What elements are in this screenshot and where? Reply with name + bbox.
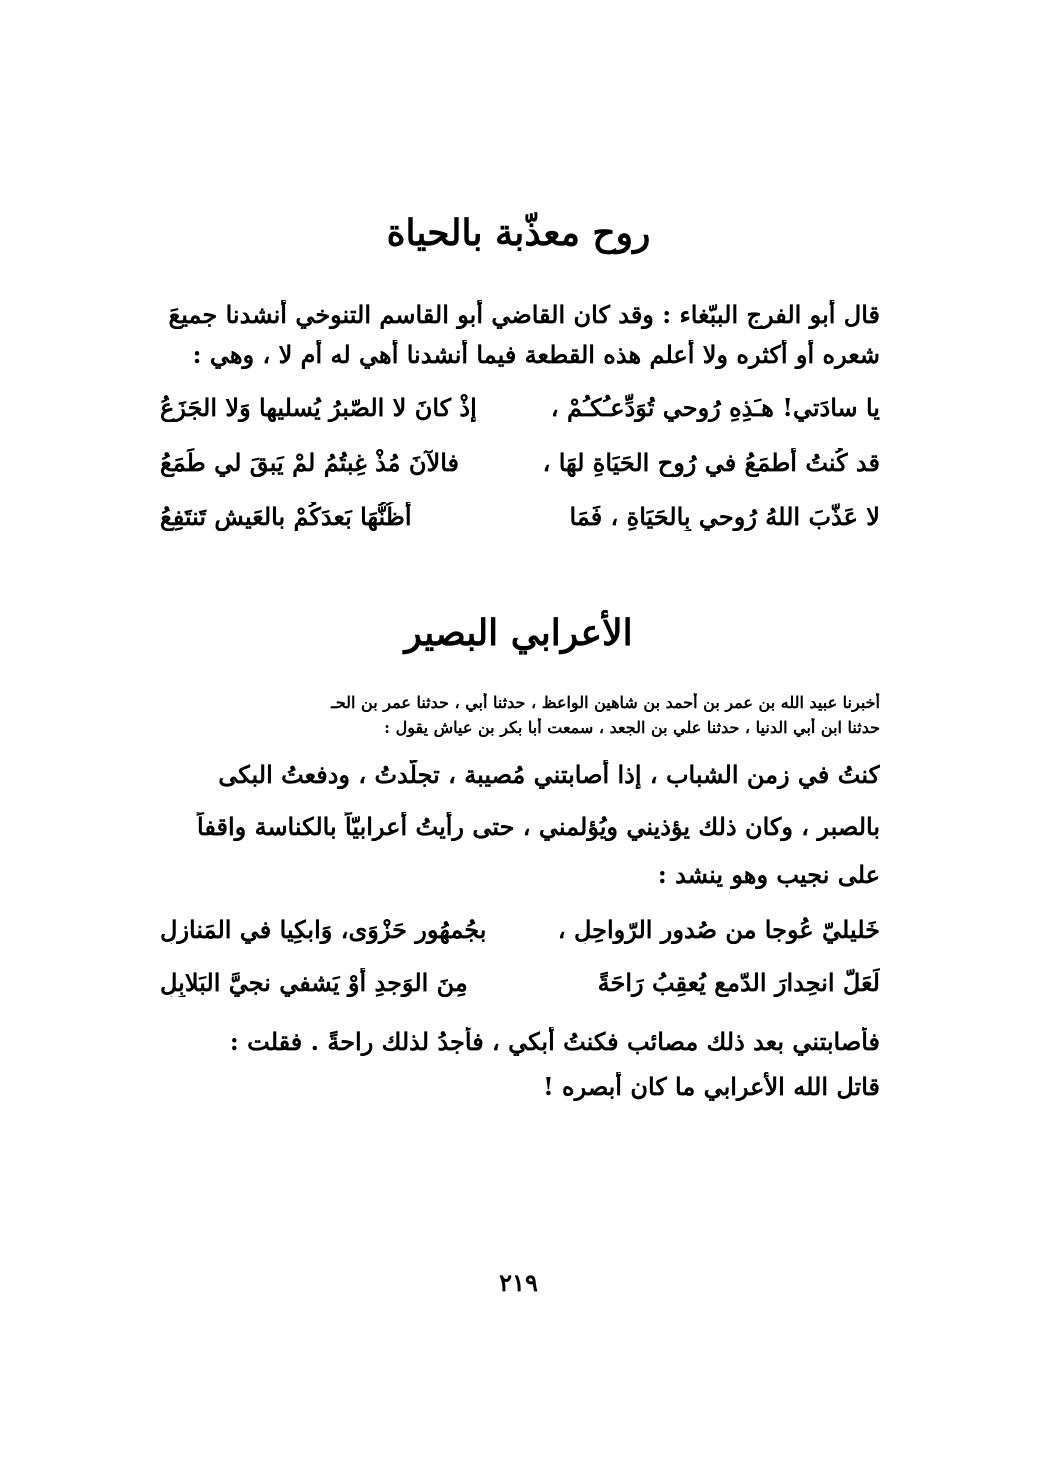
isnad-line-2: حدثنا ابن أبي الدنيا ، حدثنا علي بن الجعد ، سمعت أبا بكر بن عياش يقول : bbox=[384, 718, 880, 737]
verse-1-2 bbox=[160, 448, 880, 488]
isnad-line-1: أخبرنا عبيد الله بن عمر بن أحمد بن شاهين الواعظ ، حدثنا أبي ، حدثنا عمر بن الحـ bbox=[331, 693, 880, 712]
verse-hemistich-second: أظُنُّهَا بَعدَكُمْ بالعَيشِ تَنتَفِعُ bbox=[160, 502, 412, 531]
verse-hemistich-first: لَعَلّ انحِدارَ الدّمعِ يُعقِبُ رَاحَةً bbox=[597, 968, 880, 997]
verse-hemistich-second: فالآنَ مُذْ غِبتُمُ لمْ يَبقَ لي طَمَعُ bbox=[160, 448, 459, 477]
prose-line-3: على نجيب وهو ينشد : bbox=[657, 860, 880, 889]
intro-line-1: قال أبو الفرج الببّغاء : وقد كان القاضي أبو القاسم التنوخي أنشدنا جميعَ bbox=[168, 300, 880, 329]
section-title-2: الأعرابي البصير bbox=[404, 612, 633, 654]
verse-2-2 bbox=[160, 968, 880, 1008]
section-title-1: روح معذّبة بالحياة bbox=[386, 212, 651, 254]
closing-line-2: قاتل الله الأعرابي ما كان أبصره ! bbox=[543, 1072, 880, 1101]
verse-1-3 bbox=[160, 502, 880, 542]
verse-hemistich-first: خَليليّ عُوجا من صُدورِ الرّواحِلِ ، bbox=[557, 915, 880, 944]
verse-2-1 bbox=[160, 915, 880, 955]
verse-hemistich-second: إذْ كانَ لا الصّبرُ يُسليها وَلا الجَزَعُ bbox=[160, 393, 477, 422]
prose-line-1: كنتُ في زمن الشباب ، إذا أصابتني مُصيبة ، تجلّدتُ ، ودفعتُ البكى bbox=[218, 760, 880, 789]
verse-hemistich-second: مِنَ الوَجدِ أوْ يَشفي نجيَّ البَلابِلِ bbox=[160, 968, 468, 997]
verse-1-1 bbox=[160, 393, 880, 433]
verse-hemistich-first: يا سادَتي! هـَذِهِ رُوحي تُوَدِّعـُكـُمْ ، bbox=[550, 393, 880, 422]
page-number: ٢١٩ bbox=[499, 1268, 538, 1297]
closing-line-1: فأصابتني بعد ذلك مصائب فكنتُ أبكي ، فأجدُ لذلك راحةً . فقلت : bbox=[229, 1027, 880, 1056]
prose-line-2: بالصبر ، وكان ذلك يؤذيني ويُؤلمني ، حتى رأيتُ أعرابيّاً بالكناسة واقفاً bbox=[197, 812, 880, 841]
intro-line-2: شعره أو أكثره ولا أعلم هذه القطعة فيما أنشدنا أهي له أم لا ، وهي : bbox=[192, 340, 880, 369]
verse-hemistich-second: بجُمهُورِ حَزْوَى، وَابكِيا في المَنازِلِ bbox=[160, 915, 487, 944]
verse-hemistich-first: لا عَذّبَ اللهُ رُوحي بِالحَيَاةِ ، فَمَا bbox=[569, 502, 880, 531]
verse-hemistich-first: قد كُنتُ أطمَعُ في رُوحِ الحَيَاةِ لهَا ، bbox=[542, 448, 880, 477]
